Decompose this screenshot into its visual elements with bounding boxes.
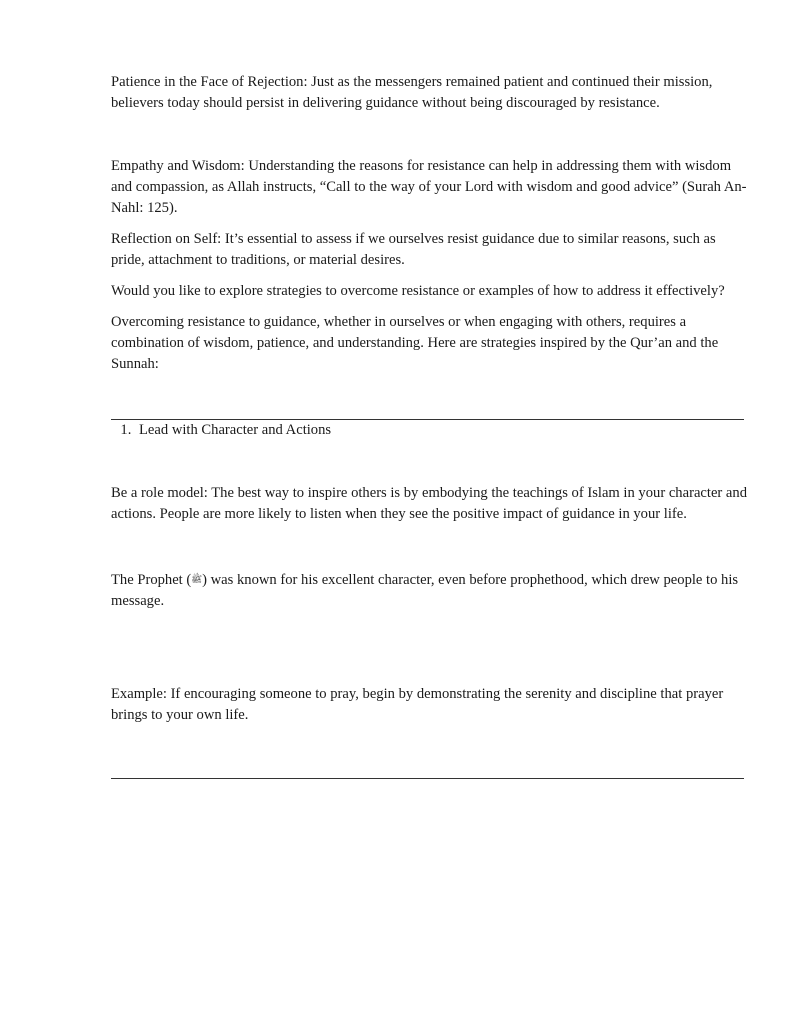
paragraph-reflection: Reflection on Self: It’s essential to assess if we ourselves resist guidance due to similar reasons, such as pride, attachment to traditions, or material desires. bbox=[111, 231, 716, 268]
honorific-glyph: ﷺ bbox=[191, 574, 203, 584]
paragraph-patience: Patience in the Face of Rejection: Just as the messengers remained patient and continued their mission, believers today should persist in delivering guidance without being discouraged by resistance. bbox=[111, 74, 713, 111]
paragraph-example: Example: If encouraging someone to pray, begin by demonstrating the serenity and discipline that prayer brings to your own life. bbox=[111, 686, 724, 723]
prophet-text-after: ) was known for his excellent character, even before prophethood, which drew people to his message. bbox=[111, 572, 739, 609]
paragraph-role-model: Be a role model: The best way to inspire others is by embodying the teachings of Islam in your character and actions. People are more likely to listen when they see the positive impact of guidance in your life. bbox=[111, 485, 748, 522]
paragraph-question: Would you like to explore strategies to overcome resistance or examples of how to address it effectively? bbox=[111, 283, 725, 299]
document-page bbox=[111, 72, 747, 779]
prophet-text-before: The Prophet ( bbox=[111, 572, 192, 588]
paragraph-empathy: Empathy and Wisdom: Understanding the reasons for resistance can help in addressing them with wisdom and compassion, as Allah instructs, “Call to the way of your Lord with wisdom and good advice” (Surah An-Nahl: 125). bbox=[111, 158, 747, 216]
numbered-list bbox=[111, 420, 747, 441]
paragraph-intro: Overcoming resistance to guidance, whether in ourselves or when engaging with others, requires a combination of wisdom, patience, and understanding. Here are strategies inspired by the Qur’an and the Sunnah: bbox=[111, 314, 719, 372]
paragraph-prophet bbox=[111, 569, 747, 612]
horizontal-rule-bottom bbox=[111, 778, 744, 779]
list-item: 1. Lead with Character and Actions bbox=[135, 420, 747, 441]
